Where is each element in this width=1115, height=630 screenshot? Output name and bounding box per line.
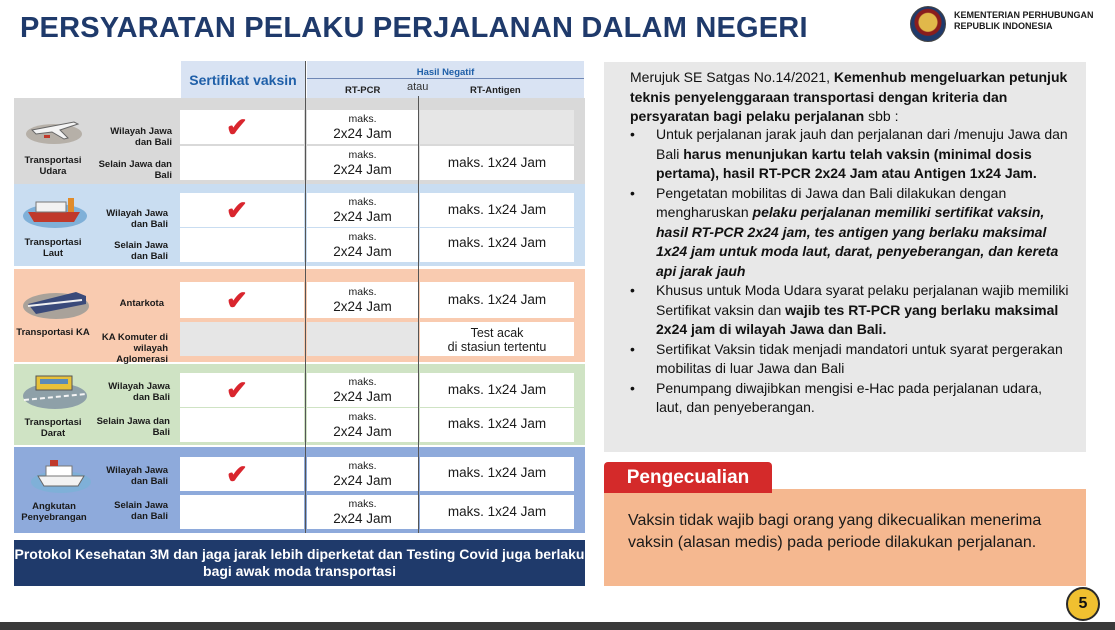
region-label: Selain Jawa dan Bali [114,500,168,522]
cert-cell [180,193,304,227]
region-label: Wilayah Jawa dan Bali [110,126,172,148]
bullet-item [630,340,1070,379]
antigen-cell: maks. 1x24 Jam [420,282,574,318]
ministry-logo-icon [910,6,946,42]
antigen-cell: maks. 1x24 Jam [420,457,574,491]
antigen-cell: maks. 1x24 Jam [420,495,574,529]
header-certificate: Sertifikat vaksin [181,61,305,98]
airplane-icon [24,108,84,146]
mode-name-laut: Transportasi Laut [24,237,82,259]
pcr-small: maks. [348,113,377,125]
antigen-line1: Test acak [470,326,524,340]
bullet-bold: harus menunjukan kartu telah vaksin (minimal dosis pertama), hasil RT-PCR 2x24 Jam atau Antigen 1x24 Jam. [656,145,1037,181]
cert-cell [180,146,304,180]
ferry-icon [30,454,92,494]
bus-road-icon [22,366,88,412]
region-label: Selain Jawa dan Bali [98,159,172,181]
intro-plain: Merujuk SE Satgas No.14/2021, [630,69,834,85]
pcr-small: maks. [348,498,377,510]
pcr-cell [307,495,418,529]
checkmark-icon: ✔ [226,459,248,489]
header-negative-result [307,61,584,98]
bullet-item [630,379,1070,418]
pcr-value: 2x24 Jam [333,299,392,314]
intro-bold: Kemenhub mengeluarkan petunjuk teknis penyelenggaraan transportasi dengan kriteria dan persyaratan bagi pelaku perjalanan [630,69,1068,124]
bullet-bold: wajib tes RT-PCR yang berlaku maksimal 2x24 jam di wilayah Jawa dan Bali. [656,301,1059,337]
cert-cell [180,228,304,262]
bullet-list [630,125,1070,418]
pcr-cell [307,228,418,262]
intro-paragraph [630,68,1070,127]
bullet-bold: pelaku perjalanan memiliki sertifikat vaksin, hasil RT-PCR 2x24 jam, tes antigen yang berlaku maksimal 1x24 jam untuk moda laut, darat, penyeberangan, dan kereta api jarak jauh [656,204,1059,279]
exception-title: Pengecualian [604,462,772,493]
header-negative-title: Hasil Negatif [416,67,475,78]
cert-cell [180,408,304,442]
train-icon [22,280,90,322]
pcr-value: 2x24 Jam [333,126,392,141]
region-label: Wilayah Jawa dan Bali [108,381,170,403]
pcr-cell [307,408,418,442]
pcr-small: maks. [348,286,377,298]
pcr-small: maks. [348,149,377,161]
checkmark-icon: ✔ [226,285,248,315]
pcr-cell [307,193,418,227]
header-divider [307,78,584,79]
pcr-value: 2x24 Jam [333,389,392,404]
antigen-cell: maks. 1x24 Jam [420,373,574,407]
page-number: 5 [1066,587,1100,621]
cert-cell [180,373,304,407]
bullet-item [630,281,1070,340]
exception-box [604,489,1086,586]
bullet-text: Penumpang diwajibkan mengisi e-Hac pada perjalanan udara, laut, dan penyeberangan. [656,379,1043,415]
region-label: Selain Jawa dan Bali [114,240,168,262]
pcr-value: 2x24 Jam [333,473,392,488]
checkmark-icon: ✔ [226,195,248,225]
bullet-text: Pengetatan mobilitas di Jawa dan Bali dilakukan dengan mengharuskan [656,184,1007,220]
antigen-line2: di stasiun tertentu [447,340,547,354]
antigen-cell: maks. 1x24 Jam [420,408,574,442]
cert-cell [180,282,304,318]
pcr-value: 2x24 Jam [333,162,392,177]
mode-name-ka: Transportasi KA [16,327,90,338]
column-divider [305,61,306,533]
antigen-cell [420,110,574,144]
antigen-cell: maks. 1x24 Jam [420,228,574,262]
pcr-value: 2x24 Jam [333,244,392,259]
pcr-cell [307,373,418,407]
protocol-footer: Protokol Kesehatan 3M dan jaga jarak lebih diperketat dan Testing Covid juga berlaku bagi awak moda transportasi [14,540,585,586]
bottom-frame [0,622,1115,630]
header-rt-pcr: RT-PCR [345,85,381,96]
header-rt-antigen: RT-Antigen [470,85,521,96]
region-label: Antarkota [119,298,164,309]
ministry-name [954,10,1094,32]
header-atau: atau [407,81,429,93]
pcr-small: maks. [348,411,377,423]
ship-icon [22,188,88,230]
page-title: PERSYARATAN PELAKU PERJALANAN DALAM NEGERI [20,12,808,44]
region-label: Wilayah Jawa dan Bali [106,208,168,230]
ministry-line1: KEMENTERIAN PERHUBUNGAN [954,10,1094,20]
pcr-cell [307,110,418,144]
bullet-text: Khusus untuk Moda Udara syarat pelaku perjalanan wajib memiliki Sertifikat vaksin dan [656,282,1069,318]
region-label: Wilayah Jawa dan Bali [106,465,168,487]
region-label: KA Komuter di wilayah Aglomerasi [101,332,168,365]
intro-tail: sbb : [864,108,899,124]
exception-text: Vaksin tidak wajib bagi orang yang dikecualikan menerima vaksin (alasan medis) pada periode dilakukan perjalanan. [628,512,1042,551]
bullet-item [630,184,1070,282]
bullet-text: Sertifikat Vaksin tidak menjadi mandatori untuk syarat pergerakan mobilitas di luar Jawa dan Bali [656,340,1063,376]
cert-cell [180,457,304,491]
pcr-cell [307,146,418,180]
antigen-cell: maks. 1x24 Jam [420,193,574,227]
pcr-cell [307,322,418,356]
info-panel [604,62,1086,452]
mode-name-darat: Transportasi Darat [24,417,82,439]
bullet-text: Untuk perjalanan jarak jauh dan perjalanan dari /menuju Jawa dan Bali [656,126,1068,162]
ministry-line2: REPUBLIK INDONESIA [954,21,1053,31]
pcr-value: 2x24 Jam [333,424,392,439]
pcr-cell [307,457,418,491]
cert-cell [180,495,304,529]
cert-cell [180,322,304,356]
checkmark-icon: ✔ [226,375,248,405]
column-divider [418,96,419,533]
checkmark-icon: ✔ [226,112,248,142]
antigen-cell [420,322,574,356]
pcr-value: 2x24 Jam [333,511,392,526]
mode-name-udara: Transportasi Udara [24,155,82,177]
cert-cell [180,110,304,144]
pcr-value: 2x24 Jam [333,209,392,224]
pcr-small: maks. [348,376,377,388]
pcr-small: maks. [348,231,377,243]
region-label: Selain Jawa dan Bali [96,416,170,438]
pcr-cell [307,282,418,318]
mode-name-penyebrangan: Angkutan Penyebrangan [21,501,87,523]
pcr-small: maks. [348,196,377,208]
pcr-small: maks. [348,460,377,472]
bullet-item [630,125,1070,184]
antigen-cell: maks. 1x24 Jam [420,146,574,180]
